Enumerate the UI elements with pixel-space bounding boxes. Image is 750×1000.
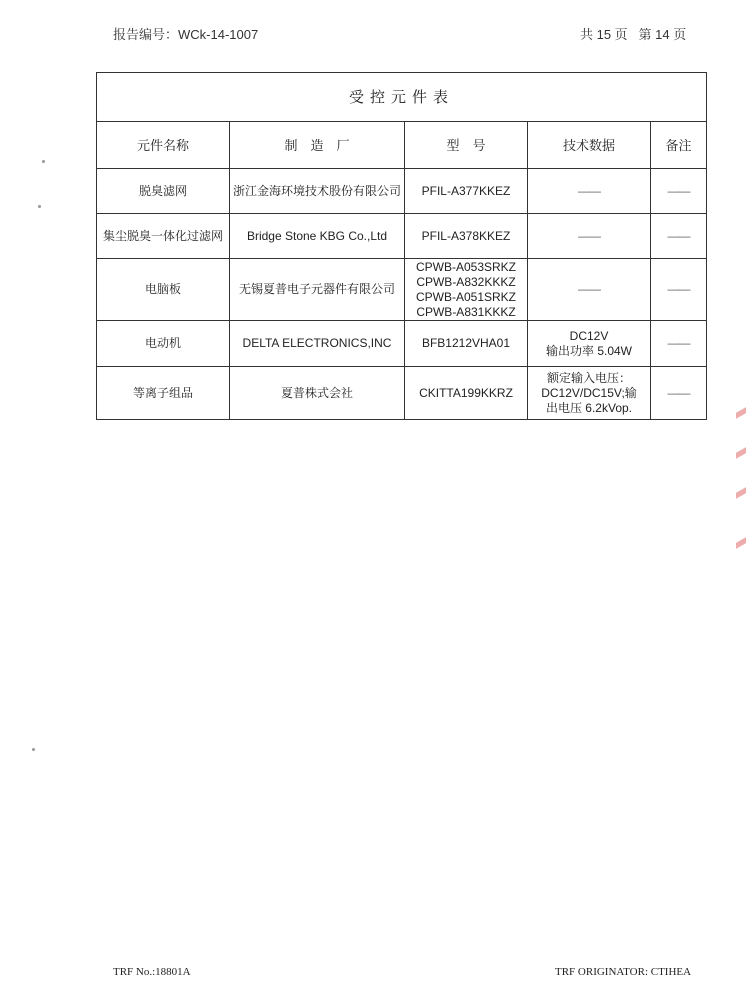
tech-data: —— <box>528 214 651 259</box>
tech-data: —— <box>528 259 651 321</box>
table-row <box>97 259 707 321</box>
tech-data <box>528 367 651 420</box>
column-header-name: 元件名称 <box>97 122 230 169</box>
model-number: CPWB-A832KKKZ <box>416 274 516 289</box>
tech-line: 出电压 6.2kVop. <box>545 400 633 415</box>
tech-line: 输出功率 5.04W <box>545 343 633 358</box>
model-number: CPWB-A053SRKZ <box>415 259 517 274</box>
stamp-fragment <box>736 537 746 549</box>
component-name: 集尘脱臭一体化过滤网 <box>97 214 230 259</box>
model-numbers <box>405 259 528 321</box>
column-header-tech: 技术数据 <box>528 122 651 169</box>
page-indicator <box>580 24 686 43</box>
remark: —— <box>651 321 707 367</box>
tech-line: DC12V <box>569 328 609 343</box>
component-name: 电动机 <box>97 321 230 367</box>
table-header-row <box>97 122 707 169</box>
model-number: CPWB-A051SRKZ <box>415 289 517 304</box>
table-title: 受控元件表 <box>97 73 707 122</box>
tech-data: —— <box>528 169 651 214</box>
controlled-components-table <box>96 72 707 420</box>
remark: —— <box>651 169 707 214</box>
table-row <box>97 169 707 214</box>
scan-speck <box>42 160 45 163</box>
remark: —— <box>651 214 707 259</box>
scan-speck <box>32 748 35 751</box>
model-number: PFIL-A377KKEZ <box>405 169 528 214</box>
manufacturer: 浙江金海环境技术股份有限公司 <box>230 169 405 214</box>
manufacturer: 夏普株式会社 <box>230 367 405 420</box>
manufacturer: Bridge Stone KBG Co.,Ltd <box>230 214 405 259</box>
manufacturer: DELTA ELECTRONICS,INC <box>230 321 405 367</box>
model-number: CKITTA199KKRZ <box>405 367 528 420</box>
component-name: 脱臭滤网 <box>97 169 230 214</box>
column-header-note: 备注 <box>651 122 707 169</box>
manufacturer: 无锡夏普电子元器件有限公司 <box>230 259 405 321</box>
report-number: 报告编号：WCk-14-1007 <box>113 27 259 42</box>
stamp-fragment <box>736 487 746 499</box>
stamp-fragment <box>736 447 746 459</box>
trf-number: TRF No.:18801A <box>113 966 191 978</box>
table-row <box>97 367 707 420</box>
table-row <box>97 214 707 259</box>
remark: —— <box>651 259 707 321</box>
scan-speck <box>38 205 41 208</box>
tech-line: DC12V/DC15V;输 <box>541 385 637 400</box>
trf-originator: TRF ORIGINATOR: CTIHEA <box>555 966 692 978</box>
model-number: BFB1212VHA01 <box>405 321 528 367</box>
component-name: 等离子组品 <box>97 367 230 420</box>
remark: —— <box>651 367 707 420</box>
current-page: 第 14 页 <box>638 27 687 42</box>
column-header-model: 型 号 <box>405 122 528 169</box>
tech-line: 额定输入电压： <box>546 370 631 385</box>
model-number: PFIL-A378KKEZ <box>405 214 528 259</box>
stamp-fragment <box>736 407 746 419</box>
component-name: 电脑板 <box>97 259 230 321</box>
total-pages: 共 15 页 <box>580 27 628 42</box>
tech-data <box>528 321 651 367</box>
model-number: CPWB-A831KKKZ <box>416 304 516 319</box>
column-header-maker: 制 造 厂 <box>230 122 405 169</box>
table-row <box>97 321 707 367</box>
